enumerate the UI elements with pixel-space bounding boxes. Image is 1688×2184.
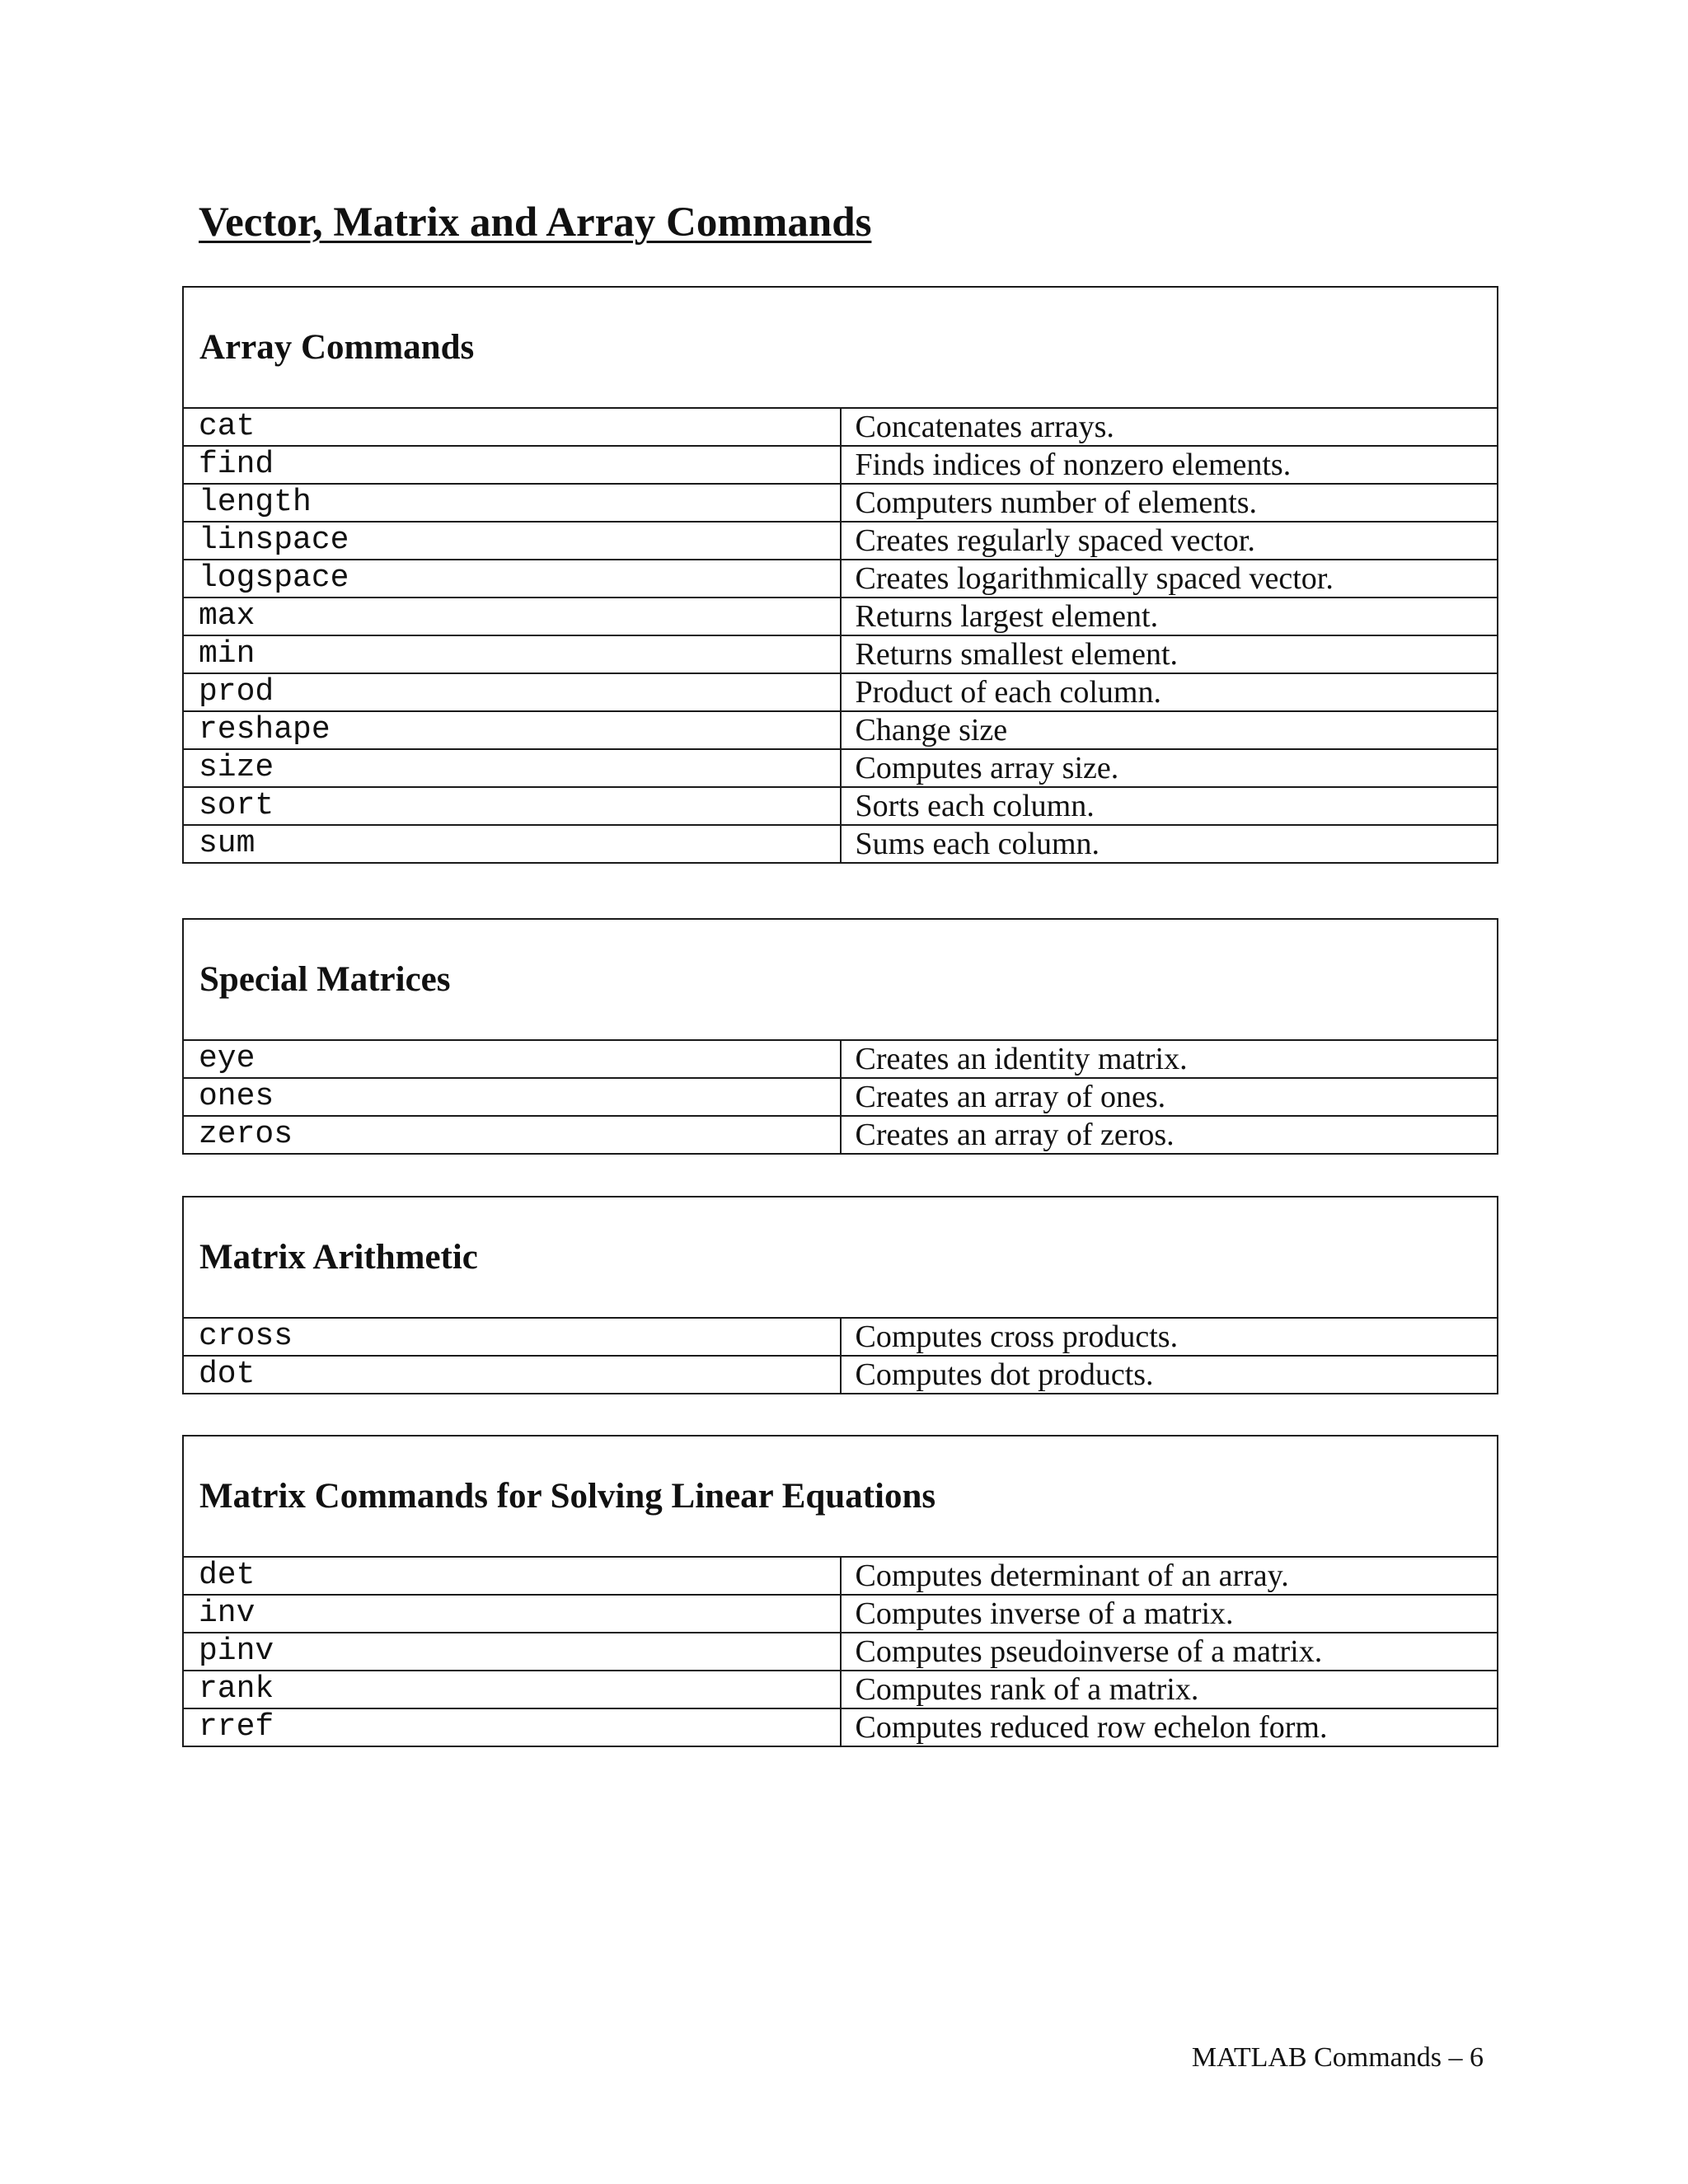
command-name: cross	[183, 1318, 841, 1356]
command-name: logspace	[183, 560, 841, 598]
command-description: Creates an identity matrix.	[841, 1040, 1498, 1078]
command-name: inv	[183, 1595, 841, 1633]
command-name: ones	[183, 1078, 841, 1116]
table-row	[183, 408, 1498, 446]
command-description: Computes pseudoinverse of a matrix.	[841, 1633, 1498, 1671]
page-title: Vector, Matrix and Array Commands	[199, 199, 872, 246]
table-row	[183, 1116, 1498, 1154]
command-name: cat	[183, 408, 841, 446]
array-commands-table	[182, 286, 1498, 864]
command-description: Creates an array of ones.	[841, 1078, 1498, 1116]
command-description: Creates logarithmically spaced vector.	[841, 560, 1498, 598]
command-name: dot	[183, 1356, 841, 1394]
command-description: Change size	[841, 711, 1498, 749]
table-row	[183, 787, 1498, 825]
command-description: Computes array size.	[841, 749, 1498, 787]
table-row	[183, 1595, 1498, 1633]
table-row	[183, 749, 1498, 787]
command-name: size	[183, 749, 841, 787]
special-matrices-table	[182, 918, 1498, 1155]
command-description: Returns smallest element.	[841, 635, 1498, 673]
command-description: Product of each column.	[841, 673, 1498, 711]
table-row	[183, 1671, 1498, 1708]
command-description: Computes determinant of an array.	[841, 1557, 1498, 1595]
command-name: det	[183, 1557, 841, 1595]
section-header-row	[183, 1197, 1498, 1318]
table-row	[183, 635, 1498, 673]
command-name: linspace	[183, 522, 841, 560]
table-row	[183, 673, 1498, 711]
command-name: eye	[183, 1040, 841, 1078]
table-row	[183, 1040, 1498, 1078]
table-row	[183, 522, 1498, 560]
table-row	[183, 825, 1498, 863]
command-name: prod	[183, 673, 841, 711]
section-heading: Array Commands	[183, 287, 1498, 408]
command-name: rank	[183, 1671, 841, 1708]
command-description: Finds indices of nonzero elements.	[841, 446, 1498, 484]
table-row	[183, 484, 1498, 522]
command-name: pinv	[183, 1633, 841, 1671]
command-description: Creates regularly spaced vector.	[841, 522, 1498, 560]
command-name: zeros	[183, 1116, 841, 1154]
command-name: rref	[183, 1708, 841, 1746]
command-name: length	[183, 484, 841, 522]
command-name: min	[183, 635, 841, 673]
command-name: reshape	[183, 711, 841, 749]
command-description: Computes inverse of a matrix.	[841, 1595, 1498, 1633]
table-row	[183, 1318, 1498, 1356]
command-name: max	[183, 598, 841, 635]
command-description: Sums each column.	[841, 825, 1498, 863]
table-row	[183, 560, 1498, 598]
table-row	[183, 1078, 1498, 1116]
table-row	[183, 1356, 1498, 1394]
command-name: sum	[183, 825, 841, 863]
command-description: Computes rank of a matrix.	[841, 1671, 1498, 1708]
command-name: sort	[183, 787, 841, 825]
linear-equations-table	[182, 1435, 1498, 1747]
table-row	[183, 598, 1498, 635]
command-name: find	[183, 446, 841, 484]
table-row	[183, 1633, 1498, 1671]
command-description: Returns largest element.	[841, 598, 1498, 635]
table-row	[183, 1557, 1498, 1595]
table-row	[183, 1708, 1498, 1746]
command-description: Computes reduced row echelon form.	[841, 1708, 1498, 1746]
section-heading: Matrix Arithmetic	[183, 1197, 1498, 1318]
section-heading: Matrix Commands for Solving Linear Equations	[183, 1436, 1498, 1557]
section-header-row	[183, 1436, 1498, 1557]
section-heading: Special Matrices	[183, 919, 1498, 1040]
command-description: Creates an array of zeros.	[841, 1116, 1498, 1154]
command-description: Concatenates arrays.	[841, 408, 1498, 446]
section-header-row	[183, 919, 1498, 1040]
table-row	[183, 446, 1498, 484]
section-header-row	[183, 287, 1498, 408]
table-row	[183, 711, 1498, 749]
command-description: Sorts each column.	[841, 787, 1498, 825]
page-footer: MATLAB Commands – 6	[1191, 2042, 1484, 2073]
matrix-arithmetic-table	[182, 1196, 1498, 1394]
command-description: Computes dot products.	[841, 1356, 1498, 1394]
command-description: Computes cross products.	[841, 1318, 1498, 1356]
command-description: Computers number of elements.	[841, 484, 1498, 522]
